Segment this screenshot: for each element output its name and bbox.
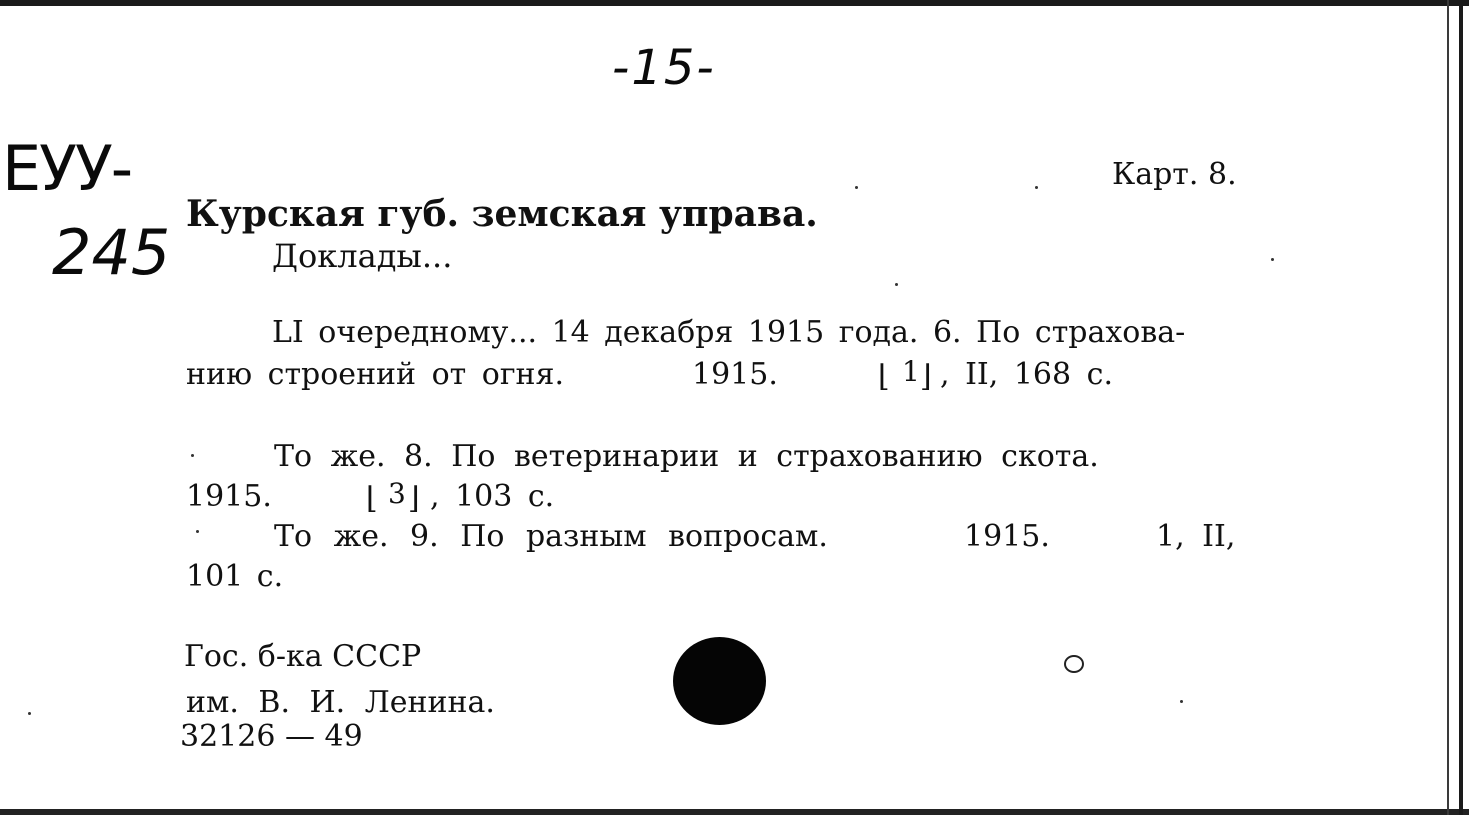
shelfmark-line-2: 245 [52,216,171,289]
speck-mark [1271,258,1274,261]
shelfmark-line-1: ЕУУ- [2,132,132,205]
card-top-edge [0,0,1469,6]
speck-mark [191,454,194,457]
heading: Курская губ. земская управа. [186,193,818,235]
speck-mark [855,186,858,189]
subheading: Доклады... [272,237,453,275]
speck-mark [28,712,31,715]
imprint-library-name: им. В. И. Ленина. [186,685,495,720]
entry-2-year: 1915. [186,479,272,514]
card-right-edge [1459,0,1463,815]
speck-mark [196,530,199,533]
entry-2-maps: 3 [388,477,406,510]
speck-mark [1035,186,1038,189]
punched-hole [673,637,766,725]
imprint-print-number: 32126 — 49 [180,719,363,754]
corner-bracket-right-icon: ⌋ [920,359,932,394]
entry-1-line-2-text: нию строений от огня. [186,357,565,392]
entry-1-pages: , II, 168 с. [940,357,1113,392]
entry-2-pages: , 103 с. [430,479,555,514]
speck-mark [1180,700,1183,703]
entry-3-pages: 1, II, [1156,519,1236,554]
corner-bracket-left-icon: ⌊ [878,359,890,394]
speck-mark [895,283,898,286]
card-right-border-line [1447,0,1449,815]
corner-bracket-left-icon: ⌊ [366,481,378,516]
entry-1-maps: 1 [902,355,920,388]
page-number: -15- [612,40,716,96]
entry-2-line-1: То же. 8. По ветеринарии и страхованию скота. [274,439,1099,474]
entry-1-year: 1915. [692,357,778,392]
entry-3-line-1: То же. 9. По разным вопросам. [274,519,828,554]
small-ring-mark [1064,655,1084,673]
imprint-library: Гос. б-ка СССР [184,639,422,674]
entry-3-year: 1915. [964,519,1050,554]
card-number: Карт. 8. [1112,157,1237,192]
card-bottom-edge [0,809,1469,815]
entry-3-line-2: 101 с. [186,559,284,594]
entry-1-line-1: LI очередному... 14 декабря 1915 года. 6. По страхова- [272,315,1186,350]
corner-bracket-right-icon: ⌋ [408,481,420,516]
